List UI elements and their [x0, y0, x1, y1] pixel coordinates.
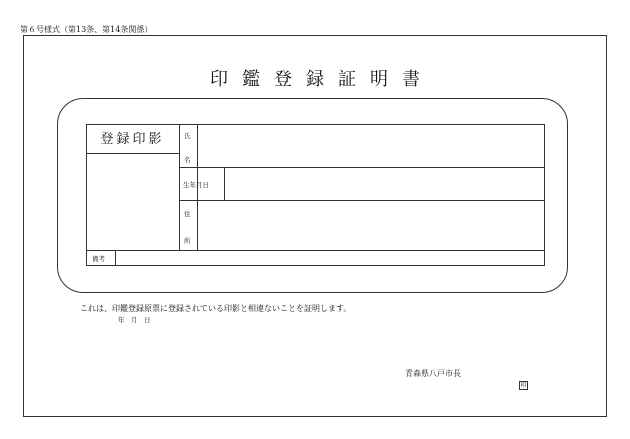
seal-column-divider	[179, 125, 180, 250]
seal-impression-label: 登録印影	[100, 132, 165, 147]
issuer-name: 青森県八戸市長	[405, 369, 461, 378]
birthdate-label: 生年月日	[183, 181, 209, 189]
remarks-label-divider	[115, 250, 116, 266]
seal-label-underline	[87, 153, 179, 154]
name-label-1: 氏	[184, 132, 191, 140]
name-label-2: 名	[184, 156, 191, 164]
name-row-bottom	[179, 167, 545, 168]
remarks-label: 備考	[92, 255, 105, 263]
form-number: 第６号様式（第13条、第14条関係）	[20, 25, 153, 34]
address-label-2: 所	[184, 237, 191, 245]
address-label-1: 住	[184, 210, 191, 218]
birthdate-label-divider	[224, 167, 225, 200]
certification-statement: これは、印鑑登録原票に登録されている印影と相違ないことを証明します。	[80, 304, 352, 313]
official-seal-mark: 印	[520, 382, 527, 389]
birthdate-row-bottom	[179, 200, 545, 201]
remarks-row-top	[87, 250, 545, 251]
issue-date-line: 年 月 日	[118, 316, 151, 324]
document-title: 印鑑登録証明書	[210, 69, 434, 90]
